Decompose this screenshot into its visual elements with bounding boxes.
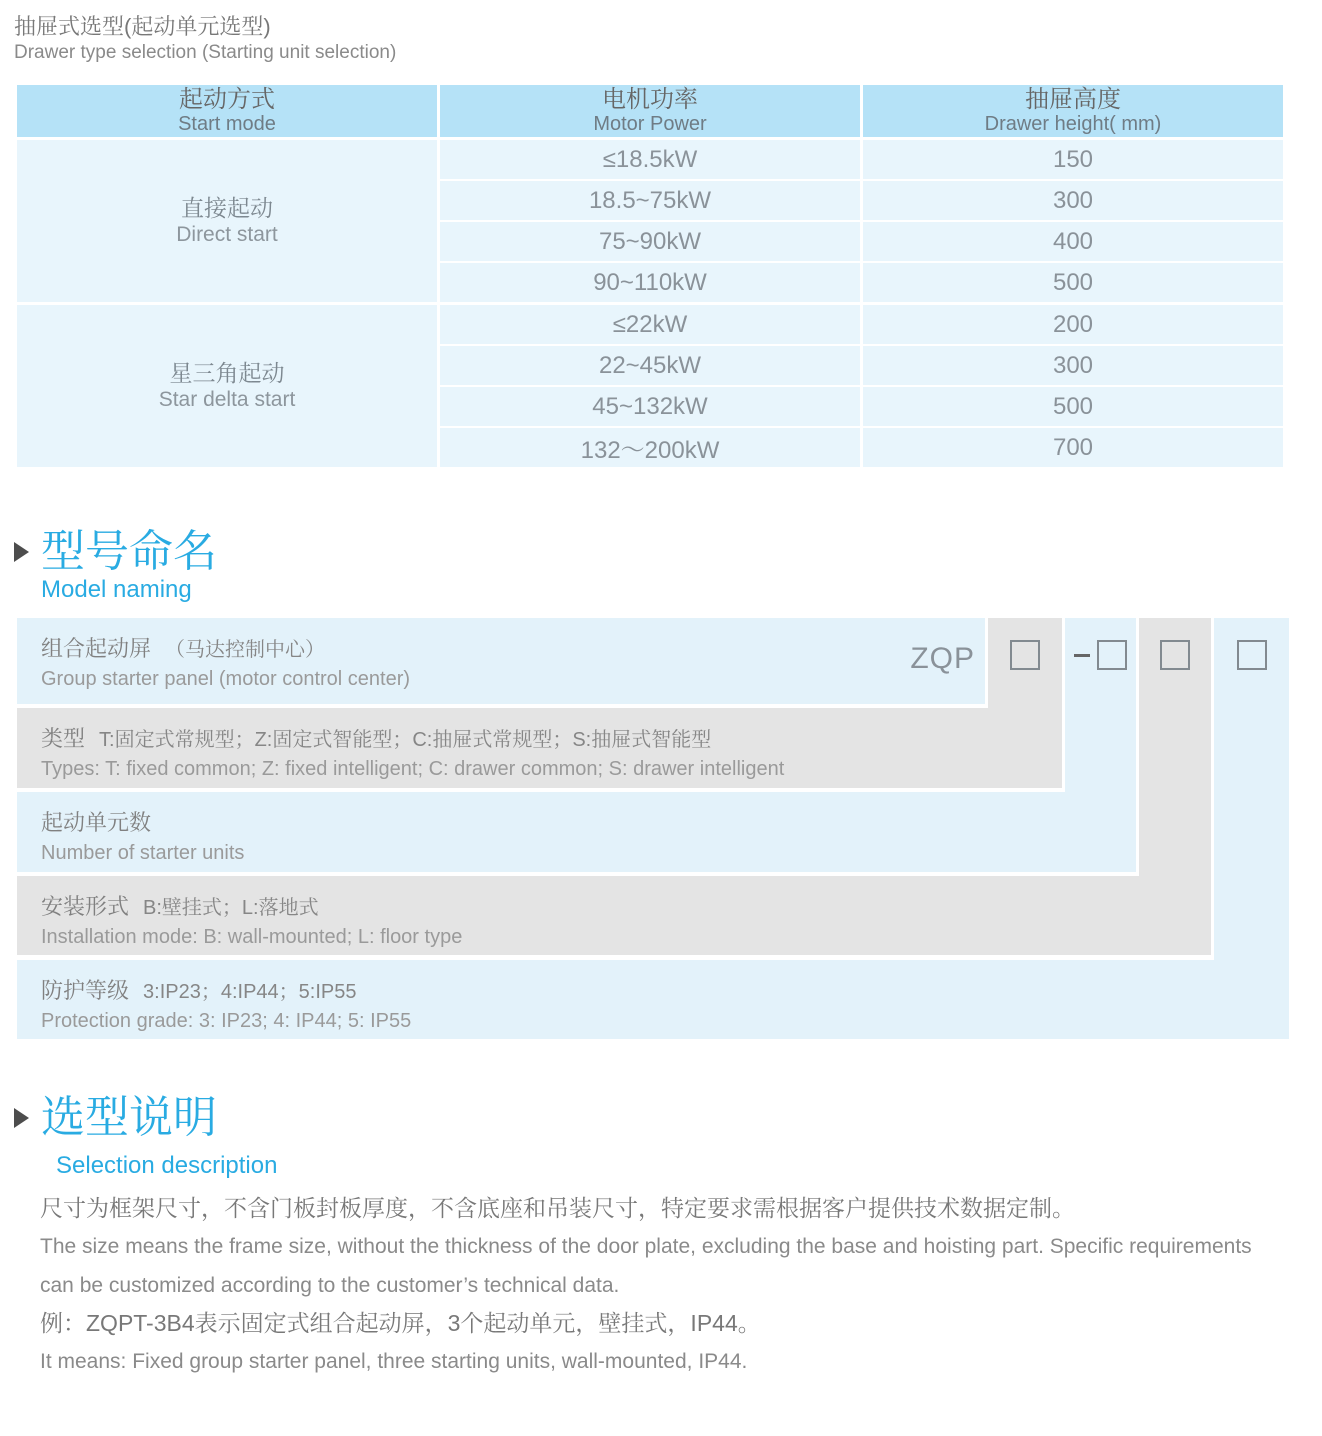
table-row	[440, 387, 1283, 426]
height-cell: 200	[863, 305, 1283, 344]
power-cell: 45~132kW	[440, 387, 860, 426]
row-label-en: Protection grade: 3: IP23; 4: IP44; 5: IP55	[41, 1010, 412, 1032]
group-label-zh: 直接起动	[181, 195, 273, 221]
row-detail-zh: 3:IP23；4:IP44；5:IP55	[143, 981, 357, 1003]
power-cell: ≤22kW	[440, 305, 860, 344]
height-cell: 500	[863, 387, 1283, 426]
row-label-zh: 安装形式	[41, 894, 130, 919]
header-zh: 抽屉高度	[1025, 86, 1121, 113]
code-box-icon	[1237, 640, 1267, 670]
paragraph-en: The size means the frame size, without the thickness of the door plate, excluding the base and hoisting part. Specific requirements can be customized according to the customer’s technical data.	[40, 1235, 1252, 1297]
header-en: Drawer height( mm)	[984, 113, 1162, 135]
section-subtitle-model-naming: Model naming	[41, 576, 192, 603]
model-row-installation-mode	[17, 876, 1211, 955]
height-cell: 300	[863, 346, 1283, 385]
table-row	[440, 346, 1283, 385]
row-label-en: Number of starter units	[41, 842, 245, 864]
model-naming-section-header	[14, 528, 217, 576]
group-label-direct-start	[17, 140, 437, 302]
row-detail-zh: （马达控制中心）	[165, 639, 326, 661]
drawer-selection-table	[17, 85, 1283, 467]
table-row	[440, 428, 1283, 467]
header-cell-motor-power	[440, 85, 860, 137]
header-cell-start-mode	[17, 85, 437, 137]
section-title-model-naming: 型号命名	[41, 527, 217, 576]
group-label-en: Star delta start	[158, 388, 296, 411]
table-row	[440, 222, 1283, 261]
code-box-wrap	[1074, 640, 1127, 670]
height-cell: 150	[863, 140, 1283, 179]
header-en: Motor Power	[593, 113, 707, 135]
triangle-bullet-icon	[14, 542, 29, 562]
table-row	[440, 263, 1283, 302]
model-naming-diagram	[17, 618, 1289, 1039]
table-row	[440, 140, 1283, 179]
row-label-zh: 类型	[41, 726, 86, 751]
power-cell: 132～200kW	[440, 428, 860, 467]
height-cell: 400	[863, 222, 1283, 261]
selection-description-section-header	[14, 1094, 217, 1142]
height-cell: 500	[863, 263, 1283, 302]
row-label-zh: 组合起动屏	[41, 636, 152, 661]
table-row	[440, 305, 1283, 344]
row-label-en: Installation mode: B: wall-mounted; L: floor type	[41, 926, 463, 948]
model-row-type	[17, 708, 1062, 788]
selection-description-text	[40, 1190, 1288, 1381]
row-detail-zh: T:固定式常规型；Z:固定式智能型；C:抽屉式常规型；S:抽屉式智能型	[99, 729, 712, 751]
group-label-star-delta	[17, 305, 437, 467]
group-rows	[440, 305, 1283, 467]
row-label-zh: 起动单元数	[41, 810, 152, 835]
code-box-wrap	[1010, 640, 1040, 670]
triangle-bullet-icon	[14, 1108, 29, 1128]
header-zh: 电机功率	[602, 86, 698, 113]
group-rows	[440, 140, 1283, 302]
row-label-en: Group starter panel (motor control center)	[41, 668, 411, 690]
height-cell: 700	[863, 428, 1283, 467]
table-group-star-delta-start	[17, 305, 1283, 467]
height-cell: 300	[863, 181, 1283, 220]
section-subtitle-selection-description: Selection description	[56, 1152, 278, 1179]
row-detail-zh: B:壁挂式；L:落地式	[143, 897, 319, 919]
page-title-en: Drawer type selection (Starting unit selection)	[14, 42, 397, 63]
code-box-icon	[1097, 640, 1127, 670]
paragraph-zh: 尺寸为框架尺寸，不含门板封板厚度，不含底座和吊装尺寸，特定要求需根据客户提供技术数据定制。	[40, 1195, 1075, 1221]
power-cell: 75~90kW	[440, 222, 860, 261]
group-label-en: Direct start	[176, 223, 278, 246]
model-row-starter-units	[17, 792, 1136, 872]
paragraph-zh: 例：ZQPT-3B4表示固定式组合起动屏，3个起动单元，壁挂式，IP44。	[40, 1310, 761, 1336]
table-group-direct-start	[17, 140, 1283, 302]
paragraph-en: It means: Fixed group starter panel, three starting units, wall-mounted, IP44.	[40, 1350, 748, 1373]
row-label-zh: 防护等级	[41, 978, 130, 1003]
header-en: Start mode	[178, 113, 276, 135]
code-box-icon	[1010, 640, 1040, 670]
code-box-icon	[1160, 640, 1190, 670]
power-cell: ≤18.5kW	[440, 140, 860, 179]
header-zh: 起动方式	[179, 86, 275, 113]
power-cell: 90~110kW	[440, 263, 860, 302]
page-title-zh: 抽屉式选型(起动单元选型)	[14, 14, 271, 39]
table-body	[17, 140, 1283, 467]
table-header-row	[17, 85, 1283, 137]
power-cell: 22~45kW	[440, 346, 860, 385]
group-label-zh: 星三角起动	[169, 360, 285, 386]
dash-icon	[1074, 654, 1090, 657]
code-box-wrap	[1160, 640, 1190, 670]
model-code-prefix: ZQP	[910, 642, 975, 675]
model-row-group-starter-panel	[17, 618, 985, 704]
header-cell-drawer-height	[863, 85, 1283, 137]
model-row-protection-grade	[17, 960, 1289, 1039]
row-label-en: Types: T: fixed common; Z: fixed intelligent; C: drawer common; S: drawer intelligent	[41, 758, 785, 780]
code-box-wrap	[1237, 640, 1267, 670]
power-cell: 18.5~75kW	[440, 181, 860, 220]
section-title-selection-description: 选型说明	[41, 1093, 217, 1142]
table-row	[440, 181, 1283, 220]
